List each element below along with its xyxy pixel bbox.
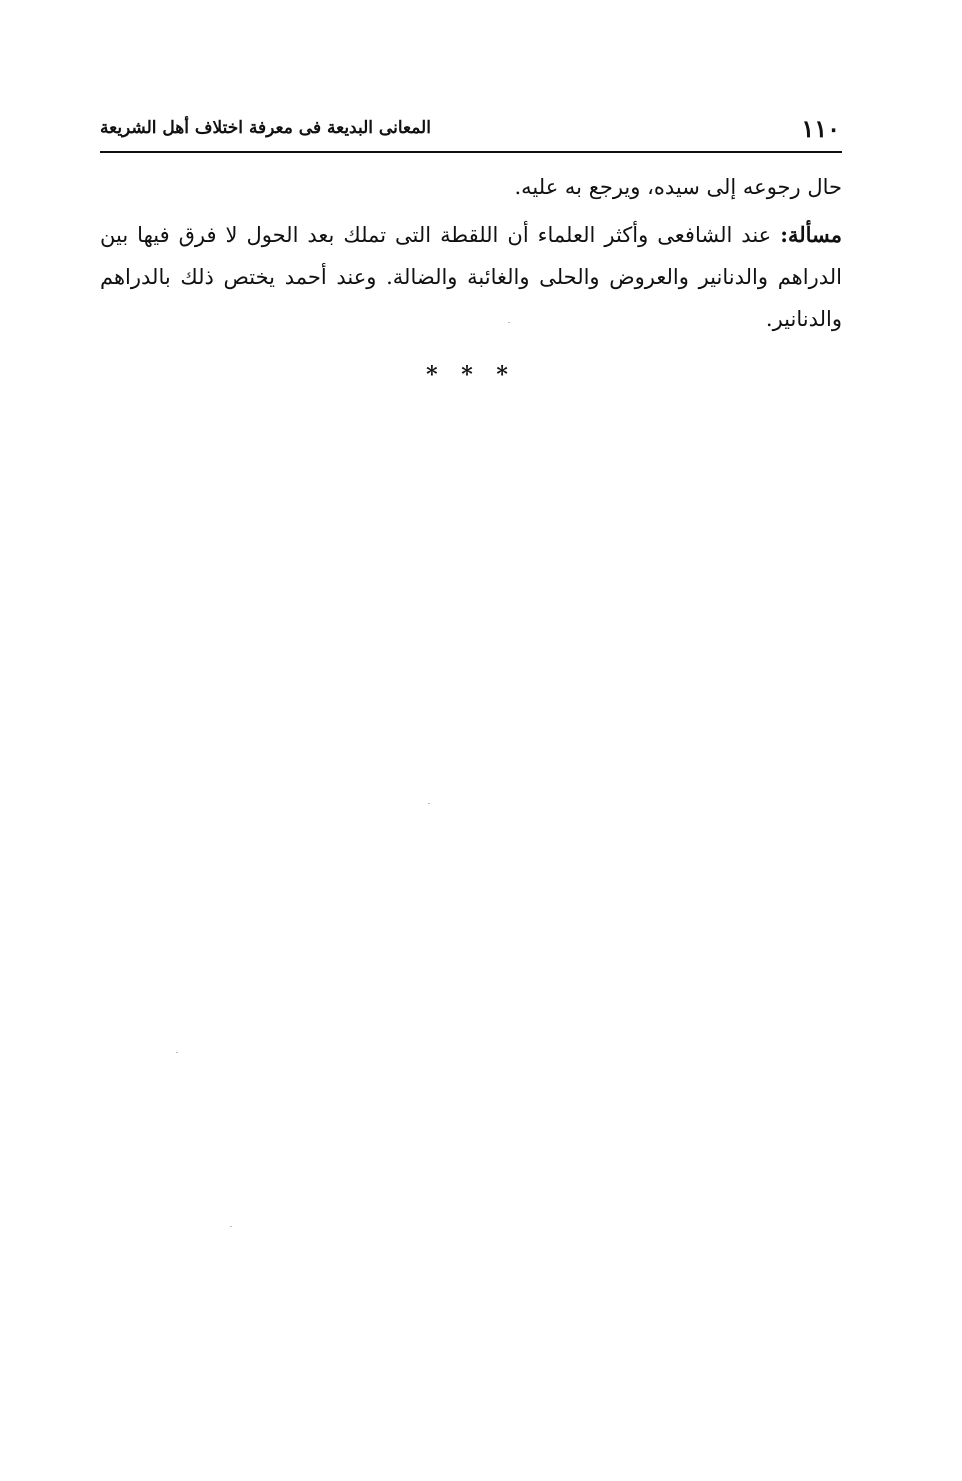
paragraph-1: حال رجوعه إلى سيده، ويرجع به عليه. bbox=[514, 175, 842, 199]
page-number: ١١٠ bbox=[801, 114, 840, 143]
issue-text: عند الشافعى وأكثر العلماء أن اللقطة التى تملك بعد الحول لا فرق فيها بين الدراهم والدنانير والعروض والحلى والغائبة والضالة. وعند أحمد يختص ذلك بالدراهم والدنانير. bbox=[100, 223, 842, 331]
section-separator: * * * bbox=[426, 362, 516, 388]
issue-term: مسألة: bbox=[780, 222, 842, 247]
scan-speck bbox=[428, 803, 430, 804]
scan-speck bbox=[230, 1226, 232, 1227]
body-text bbox=[100, 166, 842, 346]
scan-speck bbox=[176, 1052, 178, 1053]
header-rule bbox=[100, 151, 842, 153]
running-title: المعانى البديعة فى معرفة اختلاف أهل الشريعة bbox=[100, 118, 431, 138]
page-header bbox=[100, 108, 842, 148]
paragraph-2 bbox=[100, 214, 842, 340]
scan-speck bbox=[508, 322, 510, 323]
